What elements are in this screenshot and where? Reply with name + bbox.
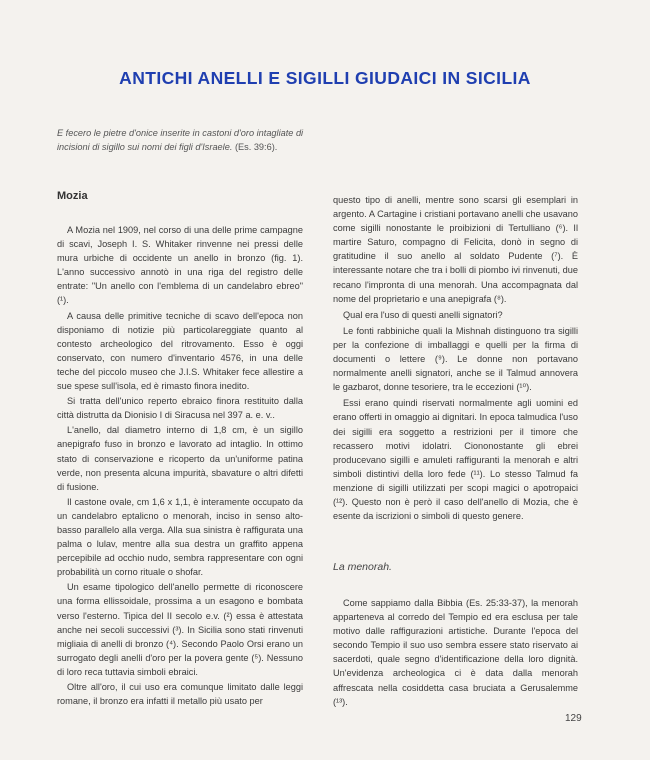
paragraph: Qual era l'uso di questi anelli signatori? <box>343 309 503 320</box>
epigraph-reference: (Es. 39:6). <box>234 142 278 152</box>
article-title: ANTICHI ANELLI E SIGILLI GIUDAICI IN SICILIA <box>119 68 531 88</box>
epigraph-text: E fecero le pietre d'onice inserite in castoni d'oro intagliate di incisioni di sigillo sui nomi dei figli d'Israele. <box>57 128 304 152</box>
right-column-body <box>333 193 578 525</box>
paragraph: Come sappiamo dalla Bibbia (Es. 25:33-37), la menorah apparteneva al corredo del Tempio ed era esclusa per tale motivo dalle raffigurazioni artistiche. Durante l'epoca del secondo Tempio il suo uso sembra essere stato riservato ai sacerdoti, quale segno d'identificazione della loro dignità. Un'evidenza archeologica ci è data dalla menorah affrescata nella cosiddetta casa bruciata a Gerusalemme (¹³). <box>333 598 578 707</box>
menorah-section-body <box>333 596 578 709</box>
paragraph: L'anello, dal diametro interno di 1,8 cm, è un sigillo anepigrafo fuso in bronzo e lavorato ad intaglio. In ottimo stato di conservazione e ricoperto da un'uniforme patina verde, non presenta alcuna impurità, sbavature o altri difetti di fusione. <box>57 425 303 492</box>
left-column-body <box>57 223 303 709</box>
paragraph: Oltre all'oro, il cui uso era comunque limitato dalle leggi romane, il bronzo era infatti il metallo più usato per <box>57 682 303 707</box>
paragraph: Si tratta dell'unico reperto ebraico finora restituito dalla città distrutta da Dionisio I di Siracusa nel 397 a. e. v.. <box>57 396 303 421</box>
paragraph: A Mozia nel 1909, nel corso di una delle prime campagne di scavi, Joseph I. S. Whitaker rinvenne nei pressi delle mura urbiche di occidente un anello in bronzo (fig. 1). L'anno successivo annotò in una riga del registro delle entrate: "Un anello con l'emblema di un candelabro ebreo" (¹). <box>57 225 303 306</box>
paragraph: A causa delle primitive tecniche di scavo dell'epoca non disponiamo di notizie più particolareggiate quanto al contesto archeologico del ritrovamento. Esso è oggi conservato, con numero d'inventario 4576, in una delle teche del piccolo museo che J.I.S. Whitaker fece allestire a sue spese sull'isola, ed è rimasto finora inedito. <box>57 310 303 392</box>
paragraph: questo tipo di anelli, mentre sono scarsi gli esemplari in argento. A Cartagine i cristiani portavano anelli che usavano come sigilli nonostante le proibizioni di Tertulliano (⁶). Il martire Saturo, compagno di Felicita, donò in segno di gratitudine il suo anello al soldato Pudente (⁷). È interessante notare che tra i bolli di piombo ivi rinvenuti, due recano l'impronta di una menorah. Una accompagnata dal nome del proprietario e una anepigrafa (⁸). <box>333 195 578 304</box>
paragraph: Le fonti rabbiniche quali la Mishnah distinguono tra sigilli per la confezione di imballaggi e quelli per la firma di documenti o lettere (⁹). Le donne non portavano normalmente anelli signatori, anche se il Talmud annovera le gazbarot, donne tesoriere, tra le eccezioni (¹⁰). <box>333 325 578 393</box>
epigraph <box>57 126 322 154</box>
paragraph: Essi erano quindi riservati normalmente agli uomini ed erano offerti in omaggio ai dignitari. In epoca talmudica l'uso dei sigilli era soggetto a restrizioni per il timore che recassero motivi idolatri. Ciononostante gli ebrei producevano sigilli e amuleti raffiguranti la menorah e altri simboli distintivi della loro fede (¹¹). Lo stesso Talmud fa menzione di sigilli utilizzati per scopi magici o apotropaici (¹²). Questo non è però il caso dell'anello di Mozia, che è esente da iscrizioni o simboli di questo genere. <box>333 398 578 522</box>
paragraph: Il castone ovale, cm 1,6 x 1,1, è interamente occupato da un candelabro eptalicno o menorah, inciso in senso alto-basso parallelo alla verga. Alla sua sinistra è raffigurata una palma o lulav, mentre alla sua destra un graffito appena percepibile ad occhio nudo, sembra rappresentare con ogni probabilità un corno rituale o shofar. <box>57 496 303 578</box>
section-heading-mozia: Mozia <box>57 190 88 202</box>
page-number: 129 <box>565 713 582 724</box>
paragraph: Un esame tipologico dell'anello permette di riconoscere una forma ellissoidale, prossima a un esagono e bombata verso l'esterno. Tipica del II secolo e.v. (²) essa è attestata anche nei secoli successivi (³). In Sicilia sono stati rinvenuti migliaia di anelli di bronzo (⁴). Secondo Paolo Orsi erano un surrogato degli anelli d'oro per la povera gente (⁵). Nessuno di loro reca tuttavia simboli ebraici. <box>57 582 303 677</box>
section-heading-menorah: La menorah. <box>333 561 392 573</box>
